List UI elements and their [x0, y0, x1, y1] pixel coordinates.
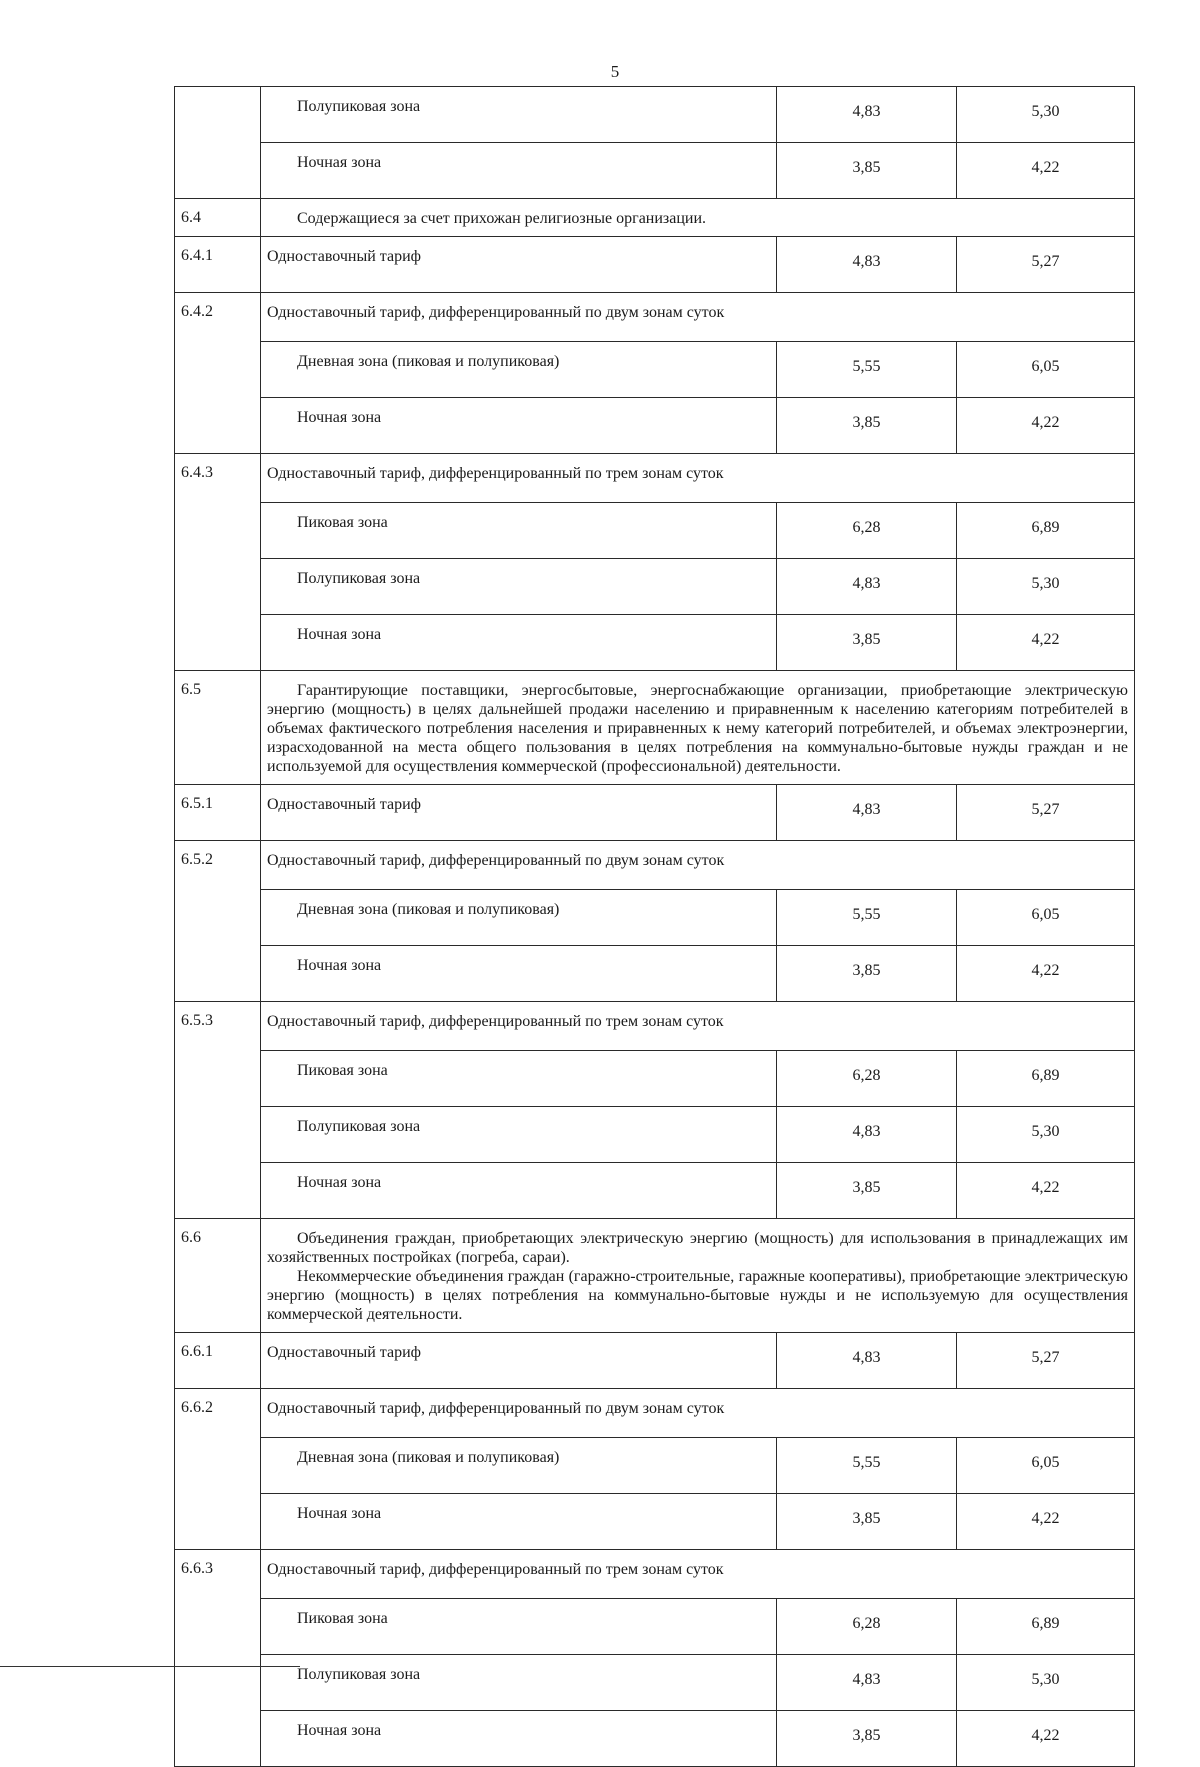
- tariff-value-first: 3,85: [777, 1494, 957, 1550]
- section-description: [261, 199, 1135, 237]
- zone-label: Ночная зона: [261, 1163, 777, 1219]
- zone-label: Дневная зона (пиковая и полупиковая): [261, 1438, 777, 1494]
- table-row: [175, 1163, 1135, 1219]
- tariff-value-second: 6,89: [957, 1599, 1135, 1655]
- item-number: 6.6: [175, 1219, 261, 1333]
- tariff-label: Одноставочный тариф: [261, 1333, 777, 1389]
- table-row: [175, 615, 1135, 671]
- tariff-value-first: 6,28: [777, 503, 957, 559]
- zone-label: Ночная зона: [261, 1494, 777, 1550]
- tariff-value-first: 3,85: [777, 946, 957, 1002]
- section-description: [261, 1219, 1135, 1333]
- zone-label: Полупиковая зона: [261, 559, 777, 615]
- section-description: [261, 671, 1135, 785]
- tariff-value-first: 4,83: [777, 1107, 957, 1163]
- zone-label: Пиковая зона: [261, 1051, 777, 1107]
- tariff-value-second: 4,22: [957, 1494, 1135, 1550]
- item-number: 6.4.2: [175, 293, 261, 454]
- table-row: [175, 1219, 1135, 1333]
- tariff-value-second: 4,22: [957, 946, 1135, 1002]
- table-row: [175, 199, 1135, 237]
- tariff-table: [174, 86, 1135, 1767]
- section-paragraph: Объединения граждан, приобретающих электрическую энергию (мощность) для использования в принадлежащих им хозяйственных постройках (погреба, сараи).: [267, 1230, 1128, 1266]
- zone-label: Пиковая зона: [261, 503, 777, 559]
- item-number: 6.4.3: [175, 454, 261, 671]
- zone-label: Ночная зона: [261, 143, 777, 199]
- table-row: [175, 1494, 1135, 1550]
- tariff-value-second: 6,89: [957, 1051, 1135, 1107]
- table-row: [175, 1389, 1135, 1438]
- tariff-label: Одноставочный тариф: [261, 237, 777, 293]
- tariff-table-body: [175, 87, 1135, 1767]
- table-row: [175, 890, 1135, 946]
- zone-label: Дневная зона (пиковая и полупиковая): [261, 890, 777, 946]
- tariff-value-first: 4,83: [777, 87, 957, 143]
- tariff-value-first: 6,28: [777, 1051, 957, 1107]
- tariff-value-second: 4,22: [957, 143, 1135, 199]
- table-row: [175, 342, 1135, 398]
- zone-label: Ночная зона: [261, 1711, 777, 1767]
- table-row: [175, 398, 1135, 454]
- table-row: [175, 1002, 1135, 1051]
- item-number: 6.5.2: [175, 841, 261, 1002]
- zone-label: Ночная зона: [261, 946, 777, 1002]
- tariff-value-first: 5,55: [777, 342, 957, 398]
- table-row: [175, 293, 1135, 342]
- tariff-value-first: 6,28: [777, 1599, 957, 1655]
- tariff-value-first: 5,55: [777, 1438, 957, 1494]
- table-row: [175, 1438, 1135, 1494]
- tariff-value-first: 3,85: [777, 143, 957, 199]
- table-row: [175, 671, 1135, 785]
- tariff-value-second: 4,22: [957, 1163, 1135, 1219]
- tariff-value-second: 5,30: [957, 87, 1135, 143]
- tariff-value-first: 4,83: [777, 559, 957, 615]
- section-paragraph: Содержащиеся за счет прихожан религиозные организации.: [297, 210, 707, 227]
- tariff-value-first: 3,85: [777, 398, 957, 454]
- table-row: [175, 1107, 1135, 1163]
- tariff-label: Одноставочный тариф: [261, 785, 777, 841]
- table-row: [175, 237, 1135, 293]
- table-row: [175, 143, 1135, 199]
- item-number: 6.6.2: [175, 1389, 261, 1550]
- item-number: 6.6.1: [175, 1333, 261, 1389]
- item-number: 6.5.3: [175, 1002, 261, 1219]
- tariff-value-first: 4,83: [777, 785, 957, 841]
- table-row: [175, 1051, 1135, 1107]
- tariff-value-second: 5,27: [957, 237, 1135, 293]
- zone-label: Полупиковая зона: [261, 1107, 777, 1163]
- tariff-value-first: 4,83: [777, 1333, 957, 1389]
- zone-label: Полупиковая зона: [261, 87, 777, 143]
- tariff-value-first: 3,85: [777, 1711, 957, 1767]
- table-row: [175, 559, 1135, 615]
- zone-label: Ночная зона: [261, 398, 777, 454]
- table-row: [175, 1550, 1135, 1599]
- zone-label: Пиковая зона: [261, 1599, 777, 1655]
- tariff-value-second: 6,05: [957, 1438, 1135, 1494]
- footnote-divider: [0, 1666, 300, 1667]
- item-number: 6.5: [175, 671, 261, 785]
- table-row: [175, 785, 1135, 841]
- tariff-value-first: 3,85: [777, 1163, 957, 1219]
- item-number: 6.6.3: [175, 1550, 261, 1767]
- tariff-value-second: 4,22: [957, 1711, 1135, 1767]
- section-paragraph: Гарантирующие поставщики, энергосбытовые, энергоснабжающие организации, приобретающие электрическую энергию (мощность) в целях дальнейшей продажи населению и приравненным к населению категориям потребителей в объемах фактического потребления населения и приравненных к нему категорий потребителей, и объемах электроэнергии, израсходованной на места общего пользования в целях потребления на коммунально-бытовые нужды граждан и не используемой для осуществления коммерческой (профессиональной) деятельности.: [267, 682, 1128, 775]
- tariff-value-first: 4,83: [777, 1655, 957, 1711]
- tariff-value-second: 4,22: [957, 615, 1135, 671]
- tariff-group-heading: Одноставочный тариф, дифференцированный по двум зонам суток: [261, 1389, 1135, 1438]
- item-number: 6.4.1: [175, 237, 261, 293]
- table-row: [175, 841, 1135, 890]
- zone-label: Дневная зона (пиковая и полупиковая): [261, 342, 777, 398]
- tariff-group-heading: Одноставочный тариф, дифференцированный по трем зонам суток: [261, 1550, 1135, 1599]
- tariff-group-heading: Одноставочный тариф, дифференцированный по трем зонам суток: [261, 454, 1135, 503]
- item-number: 6.4: [175, 199, 261, 237]
- tariff-value-second: 5,27: [957, 1333, 1135, 1389]
- tariff-value-second: 6,05: [957, 342, 1135, 398]
- tariff-value-second: 5,30: [957, 559, 1135, 615]
- tariff-value-first: 5,55: [777, 890, 957, 946]
- table-row: [175, 454, 1135, 503]
- tariff-value-first: 4,83: [777, 237, 957, 293]
- tariff-value-second: 6,89: [957, 503, 1135, 559]
- tariff-group-heading: Одноставочный тариф, дифференцированный по трем зонам суток: [261, 1002, 1135, 1051]
- item-number: [175, 87, 261, 199]
- table-row: [175, 1599, 1135, 1655]
- tariff-value-second: 5,30: [957, 1655, 1135, 1711]
- table-row: [175, 87, 1135, 143]
- table-row: [175, 503, 1135, 559]
- page-number: 5: [610, 62, 620, 81]
- item-number: 6.5.1: [175, 785, 261, 841]
- tariff-group-heading: Одноставочный тариф, дифференцированный по двум зонам суток: [261, 841, 1135, 890]
- zone-label: Ночная зона: [261, 615, 777, 671]
- table-row: [175, 1655, 1135, 1711]
- tariff-value-second: 5,27: [957, 785, 1135, 841]
- tariff-value-second: 6,05: [957, 890, 1135, 946]
- tariff-value-second: 4,22: [957, 398, 1135, 454]
- tariff-value-second: 5,30: [957, 1107, 1135, 1163]
- tariff-value-first: 3,85: [777, 615, 957, 671]
- section-paragraph: Некоммерческие объединения граждан (гаражно-строительные, гаражные кооперативы), приобретающие электрическую энергию (мощность) в целях потребления на коммунально-бытовые нужды и не используемую для осуществления коммерческой деятельности.: [267, 1268, 1128, 1323]
- table-row: [175, 946, 1135, 1002]
- table-row: [175, 1333, 1135, 1389]
- zone-label: Полупиковая зона: [261, 1655, 777, 1711]
- table-row: [175, 1711, 1135, 1767]
- tariff-group-heading: Одноставочный тариф, дифференцированный по двум зонам суток: [261, 293, 1135, 342]
